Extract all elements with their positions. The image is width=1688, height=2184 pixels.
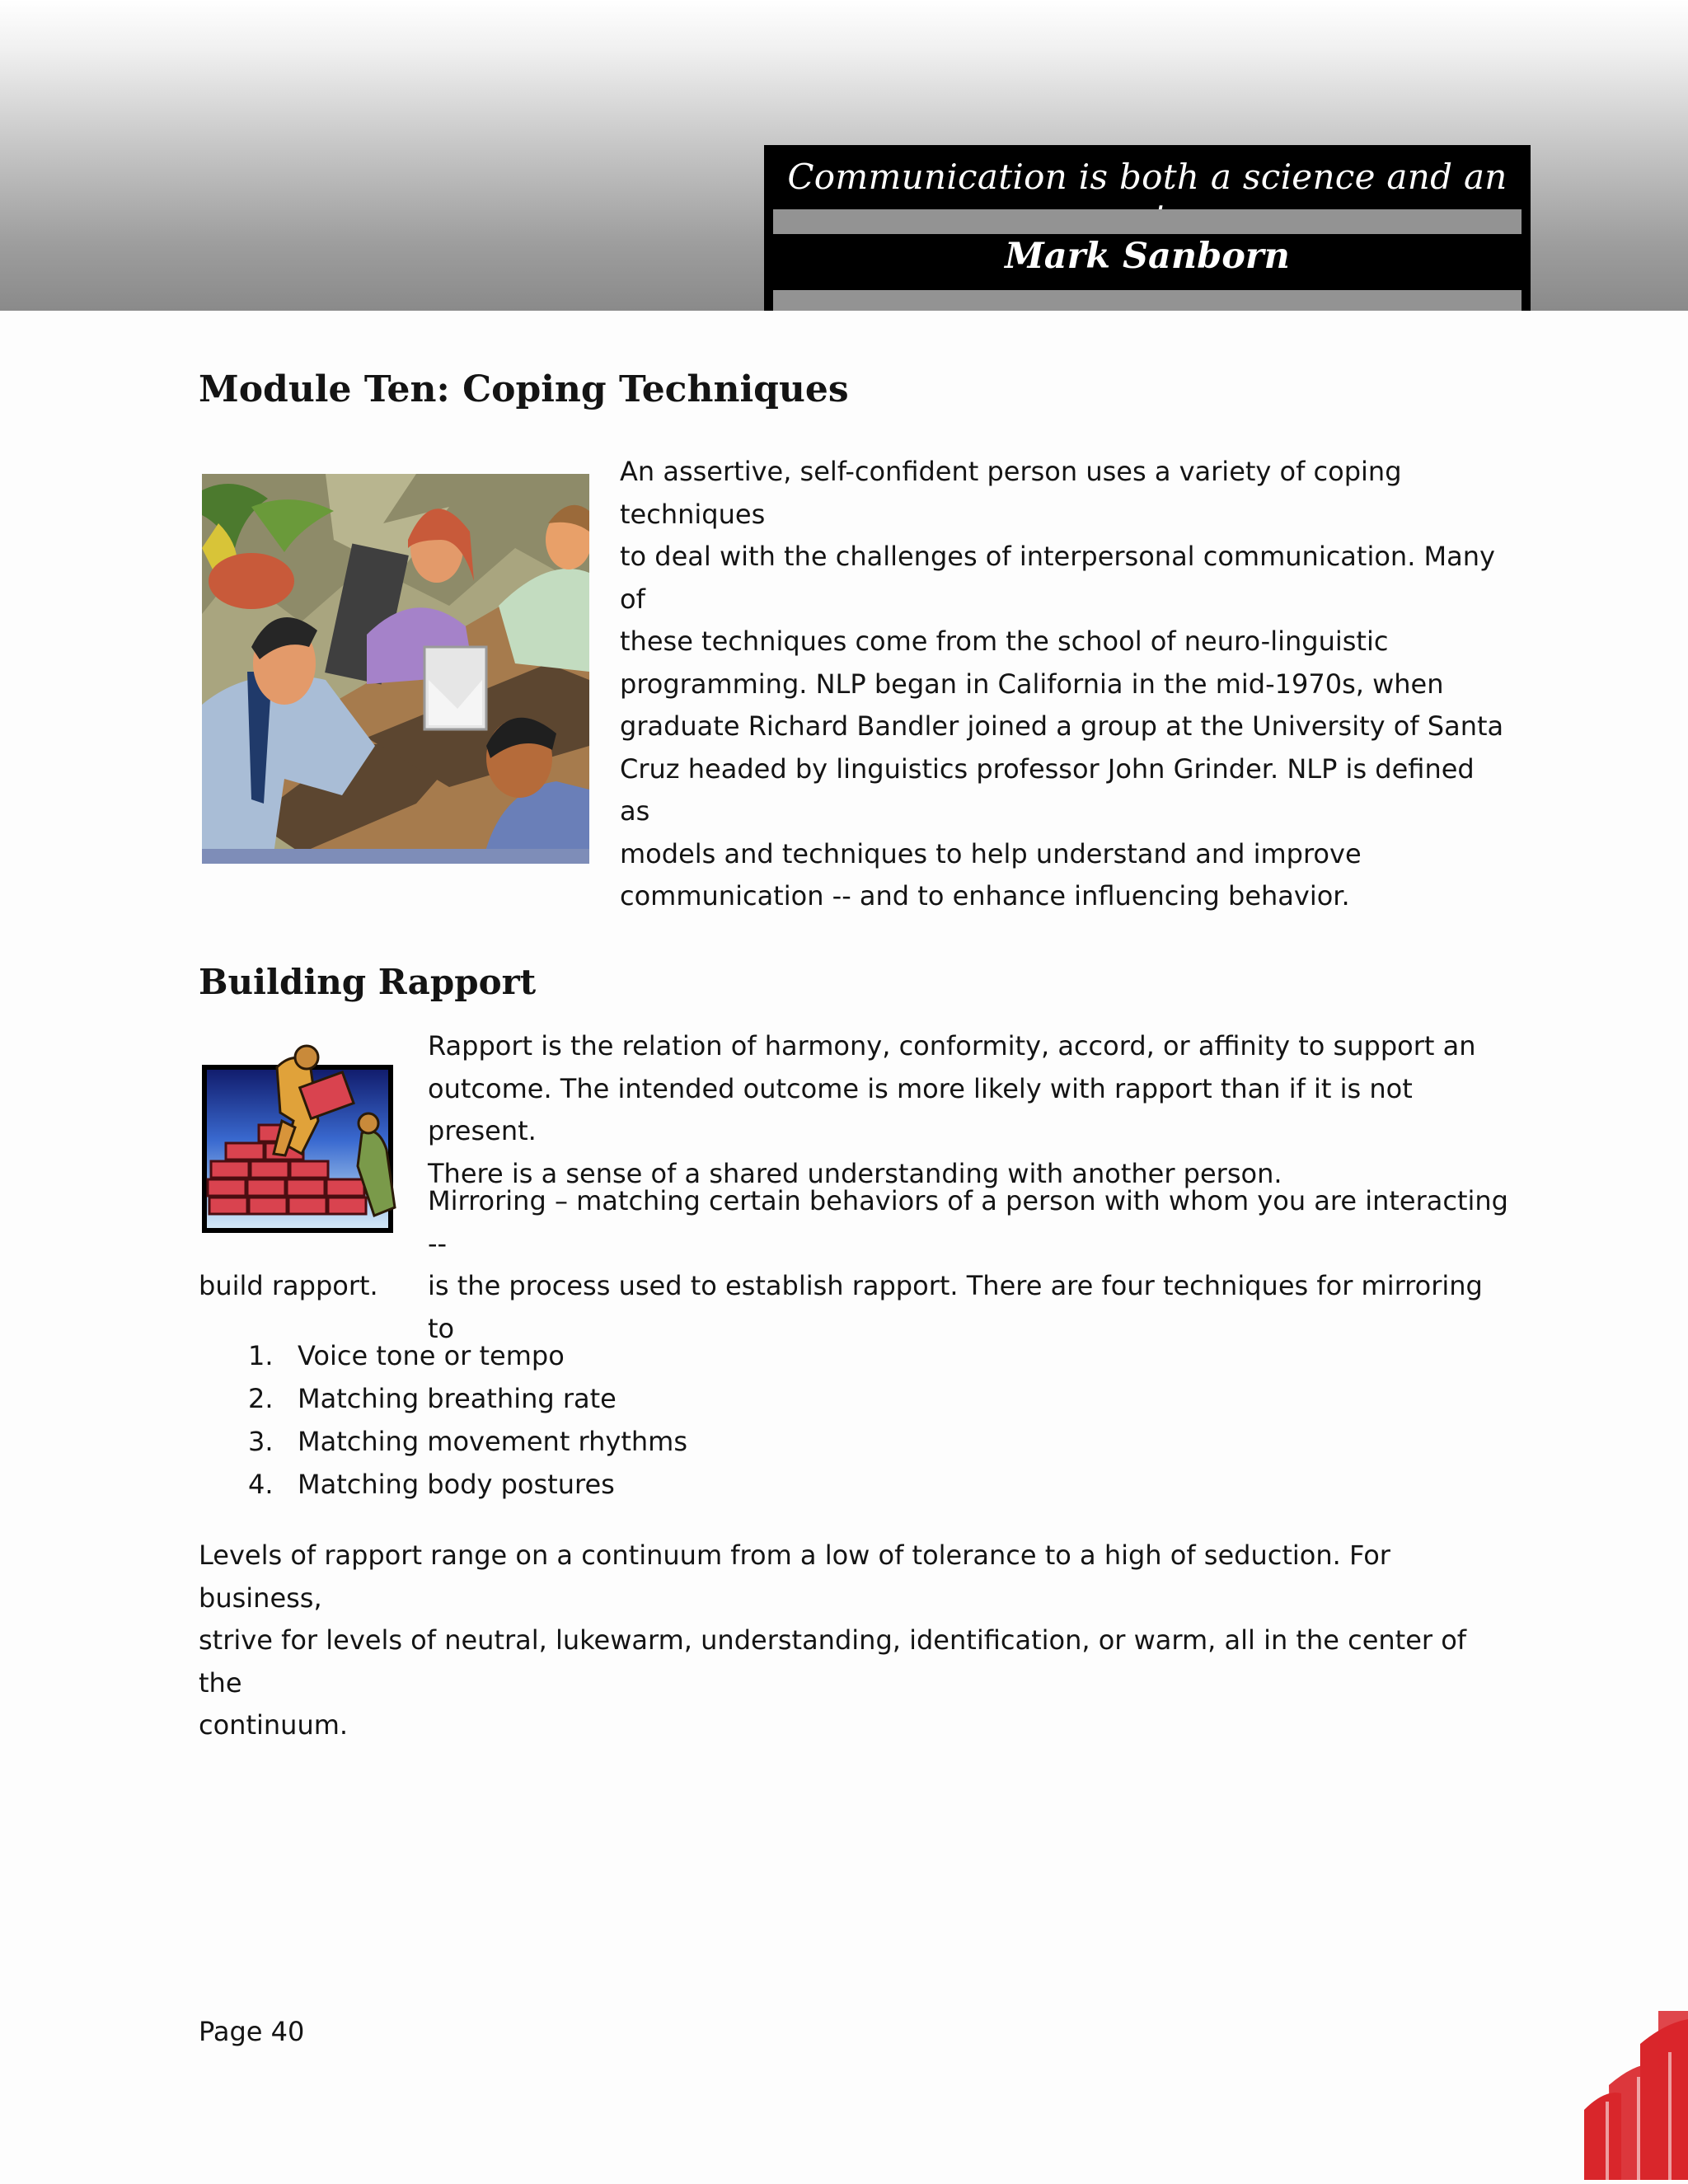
page-number: Page 40 <box>199 2016 305 2047</box>
intro-line: An assertive, self-confident person uses a variety of coping techniques <box>620 456 1402 530</box>
intro-line: Cruz headed by linguistics professor John Grinder. NLP is defined as <box>620 752 1475 827</box>
bricklayers-clipart-icon <box>201 1043 404 1234</box>
intro-line: these techniques come from the school of neuro-linguistic <box>620 626 1389 657</box>
rapport-line: outcome. The intended outcome is more likely with rapport than if it is not present. <box>428 1072 1413 1146</box>
intro-line: models and techniques to help understand and improve <box>620 837 1362 869</box>
intro-line: communication -- and to enhance influencing behavior. <box>620 880 1350 912</box>
intro-line: graduate Richard Bandler joined a group at the University of Santa <box>620 710 1504 742</box>
intro-paragraph <box>620 451 1510 918</box>
header-band <box>0 0 1688 311</box>
header-quote-author: Mark Sanborn <box>1005 236 1290 277</box>
rapport-paragraph-2-tail: build rapport. <box>199 1270 378 1301</box>
rapport-line: Mirroring – matching certain behaviors of a person with whom you are interacting -- <box>428 1185 1508 1259</box>
list-text: Matching breathing rate <box>298 1383 617 1414</box>
rapport-line: strive for levels of neutral, lukewarm, understanding, identification, or warm, all in the center of the <box>199 1624 1467 1699</box>
rapport-line: continuum. <box>199 1709 349 1741</box>
intro-line: programming. NLP began in California in the mid-1970s, when <box>620 668 1444 700</box>
list-text: Voice tone or tempo <box>298 1340 565 1371</box>
list-number: 1. <box>248 1340 274 1371</box>
quote-bottom-bar <box>773 290 1522 311</box>
quote-divider-bar <box>773 209 1522 234</box>
meeting-clipart-icon <box>202 474 589 864</box>
intro-line: to deal with the challenges of interpersonal communication. Many of <box>620 541 1495 615</box>
rapport-paragraph-1 <box>428 1025 1516 1195</box>
list-text: Matching movement rhythms <box>298 1426 688 1457</box>
rapport-line: is the process used to establish rapport. There are four techniques for mirroring to <box>428 1270 1483 1344</box>
books-logo-icon <box>1576 2011 1688 2184</box>
rapport-paragraph-3 <box>199 1535 1517 1747</box>
rapport-line: Rapport is the relation of harmony, conformity, accord, or affinity to support an <box>428 1030 1476 1062</box>
rapport-line: There is a sense of a shared understanding with another person. <box>428 1157 1282 1189</box>
list-text: Matching body postures <box>298 1469 615 1500</box>
quote-box <box>764 145 1531 311</box>
list-number: 3. <box>248 1426 274 1457</box>
section-title-building-rapport: Building Rapport <box>199 962 537 1002</box>
header-quote: Communication is both a science and an <box>787 157 1507 197</box>
list-number: 2. <box>248 1383 274 1414</box>
list-number: 4. <box>248 1469 274 1500</box>
module-title: Module Ten: Coping Techniques <box>199 368 849 410</box>
rapport-line: Levels of rapport range on a continuum from a low of tolerance to a high of seduction. For business, <box>199 1540 1390 1614</box>
